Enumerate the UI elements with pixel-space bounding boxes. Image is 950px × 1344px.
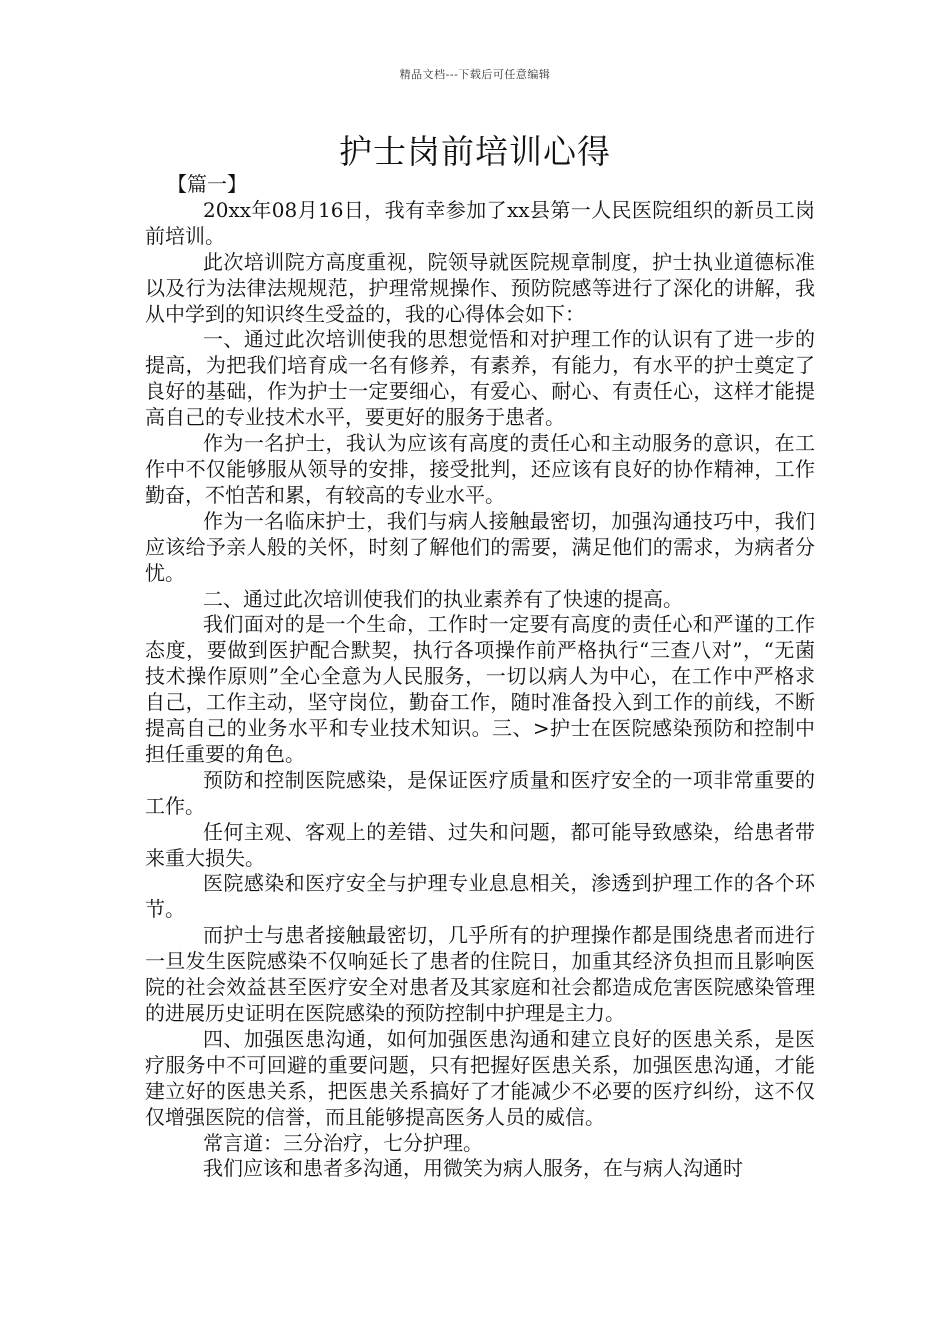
paragraph: 此次培训院方高度重视，院领导就医院规章制度，护士执业道德标准以及行为法律法规规范，护理常规操作、预防院感等进行了深化的讲解，我从中学到的知识终生受益的，我的心得体会如下：	[145, 249, 815, 326]
paragraph: 一、通过此次培训使我的思想觉悟和对护理工作的认识有了进一步的提高，为把我们培育成一名有修养，有素养，有能力，有水平的护士奠定了良好的基础，作为护士一定要细心，有爱心、耐心、有责任心，这样才能提高自己的专业技术水平，要更好的服务于患者。	[145, 327, 815, 430]
header-note: 精品文档---下载后可任意编辑	[399, 68, 551, 81]
paragraph: 我们面对的是一个生命，工作时一定要有高度的责任心和严谨的工作态度，要做到医护配合默契，执行各项操作前严格执行“三查八对”，“无菌技术操作原则”全心全意为人民服务，一切以病人为中心，在工作中严格求自己，工作主动，坚守岗位，勤奋工作，随时准备投入到工作的前线，不断提高自己的业务水平和专业技术知识。三、>护士在医院感染预防和控制中担任重要的角色。	[145, 612, 815, 766]
section-label: 【篇一】	[167, 172, 247, 196]
document-body	[145, 172, 815, 1182]
paragraph: 我们应该和患者多沟通，用微笑为病人服务，在与病人沟通时	[203, 1156, 743, 1181]
paragraph: 作为一名护士，我认为应该有高度的责任心和主动服务的意识，在工作中不仅能够服从领导的安排，接受批判，还应该有良好的协作精神，工作勤奋，不怕苦和累，有较高的专业水平。	[145, 431, 815, 507]
document-title: 护士岗前培训心得	[339, 132, 611, 171]
paragraph: 20xx年08月16日，我有幸参加了xx县第一人民医院组织的新员工岗前培训。	[145, 197, 815, 248]
paragraph: 四、加强医患沟通，如何加强医患沟通和建立良好的医患关系，是医疗服务中不可回避的重要问题，只有把握好医患关系，加强医患沟通，才能建立好的医患关系，把医患关系搞好了才能减少不必要的医疗纠纷，这不仅仅增强医院的信誉，而且能够提高医务人员的威信。	[145, 1026, 815, 1129]
paragraph: 二、通过此次培训使我们的执业素养有了快速的提高。	[203, 586, 683, 611]
paragraph: 作为一名临床护士，我们与病人接触最密切，加强沟通技巧中，我们应该给予亲人般的关怀，时刻了解他们的需要，满足他们的需求，为病者分忧。	[145, 508, 815, 585]
paragraph: 医院感染和医疗安全与护理专业息息相关，渗透到护理工作的各个环节。	[145, 871, 815, 922]
paragraph: 而护士与患者接触最密切，几乎所有的护理操作都是围绕患者而进行一旦发生医院感染不仅响延长了患者的住院日，加重其经济负担而且影响医院的社会效益甚至医疗安全对患者及其家庭和社会都造成危害医院感染管理的进展历史证明在医院感染的预防控制中护理是主力。	[145, 923, 815, 1025]
paragraph: 常言道：三分治疗，七分护理。	[203, 1130, 483, 1155]
paragraph: 预防和控制医院感染，是保证医疗质量和医疗安全的一项非常重要的工作。	[145, 767, 815, 818]
paragraph: 任何主观、客观上的差错、过失和问题，都可能导致感染，给患者带来重大损失。	[145, 819, 815, 870]
